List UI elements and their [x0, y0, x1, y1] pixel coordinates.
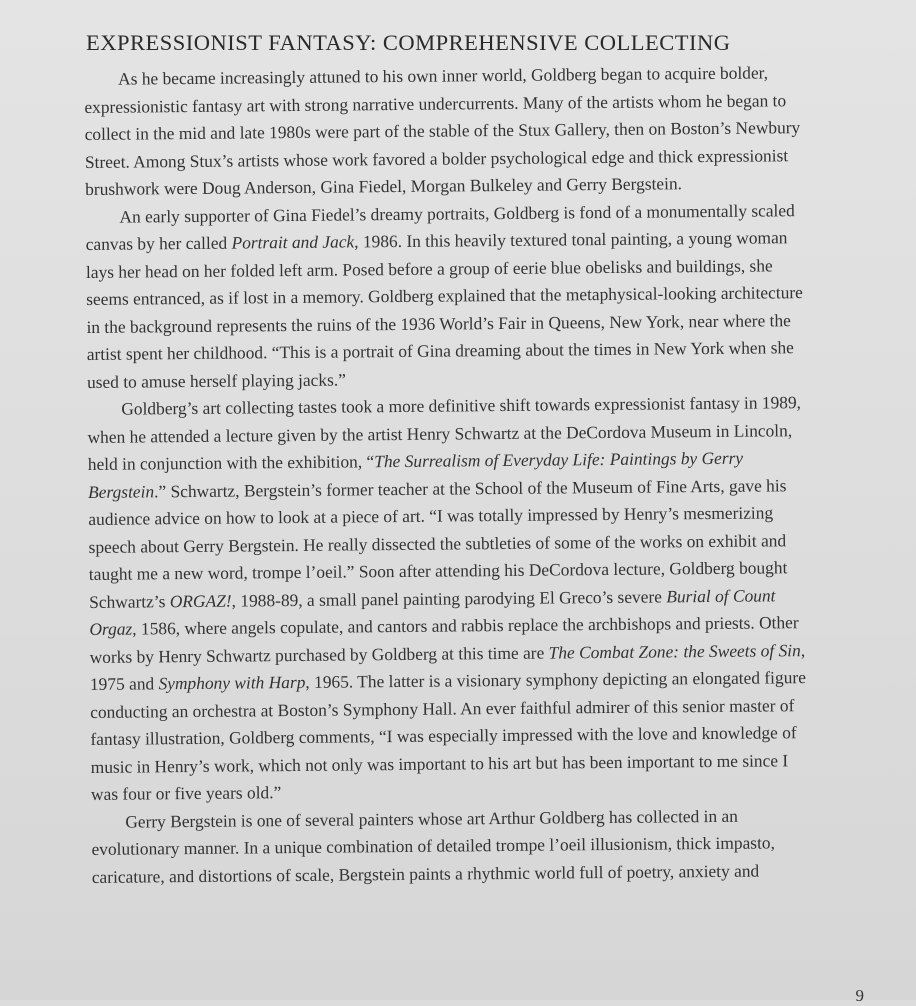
- text-run: , 1965. The latter is a visionary symphony depicting an elongated figure conducting an orchestra at Boston’s Symphony Hall. An ever faithful admirer of this senior master of fantasy illustration, Goldberg comments, “I was especially impressed with the love and knowledge of music in Henry’s work, which not only was important to his art but has been important to me since I was four or five years old.”: [90, 667, 806, 804]
- paragraph: [85, 197, 809, 396]
- section-heading: EXPRESSIONIST FANTASY: COMPREHENSIVE COLLECTING: [86, 30, 731, 55]
- text-run: .” Schwartz, Bergstein’s former teacher at the School of the Museum of Fine Arts, gave his audience advice on how to look at a piece of art. “I was totally impressed by Henry’s mesmerizing speech about Gerry Bergstein. He really dissected the subtleties of some of the works on exhibit and taught me a new word, trompe l’oeil.” Soon after attending his DeCordova lecture, Goldberg bought Schwartz’s: [88, 474, 788, 612]
- text-run: An early supporter of Gina Fiedel’s dreamy portraits, Goldberg is fond of a monumentally scaled canvas by her called: [85, 199, 795, 254]
- body-text: [84, 59, 814, 891]
- paragraph: [84, 59, 807, 203]
- paragraph: [87, 389, 813, 808]
- italic-title: Portrait and Jack: [231, 231, 355, 253]
- text-run: As he became increasingly attuned to his own inner world, Goldberg began to acquire bolder, expressionistic fantasy art with strong narrative undercurrents. Many of the artists whom he began to collect in the mid and late 1980s were part of the stable of the Stux Gallery, then on Boston’s Newbury Street. Among Stux’s artists whose work favored a bolder psychological edge and thick expressionist brushwork were Doug Anderson, Gina Fiedel, Morgan Bulkeley and Gerry Bergstein.: [84, 62, 801, 199]
- text-run: , 1988-89, a small panel painting parodying El Greco’s severe: [231, 585, 667, 611]
- text-run: , 1975 and: [89, 639, 806, 694]
- italic-title: Symphony with Harp: [158, 671, 306, 694]
- italic-title: The Surrealism of Everyday Life: Paintings by Gerry Bergstein: [87, 447, 744, 502]
- text-run: Goldberg’s art collecting tastes took a more definitive shift towards expressionist fantasy in 1989, when he attended a lecture given by the artist Henry Schwartz at the DeCordova Museum in Lincoln, held in conjunction with the exhibition, “: [87, 392, 802, 474]
- italic-title: Burial of Count Orgaz: [89, 584, 776, 639]
- italic-title: ORGAZ!: [169, 590, 232, 611]
- italic-title: The Combat Zone: the Sweets of Sin: [548, 639, 801, 663]
- paragraph: [91, 802, 814, 891]
- text-run: , 1986. In this heavily textured tonal painting, a young woman lays her head on her folded left arm. Posed before a group of eerie blue obelisks and buildings, she seems entranced, as if lost in a memory. Goldberg explained that the metaphysical-looking architecture in the background represents the ruins of the 1936 World’s Fair in Queens, New York, near where the artist spent her childhood. “This is a portrait of Gina dreaming about the times in New York when she used to amuse herself playing jacks.”: [85, 227, 803, 392]
- page-number: 9: [855, 986, 864, 1005]
- text-run: Gerry Bergstein is one of several painters whose art Arthur Goldberg has collected in an evolutionary manner. In a unique combination of detailed trompe l’oeil illusionism, thick impasto, caricature, and distortions of scale, Bergstein paints a rhythmic world full of poetry, anxiety and: [91, 805, 775, 887]
- text-run: , 1586, where angels copulate, and cantors and rabbis replace the archbishops and priests. Other works by Henry Schwartz purchased by Goldberg at this time are: [89, 612, 799, 667]
